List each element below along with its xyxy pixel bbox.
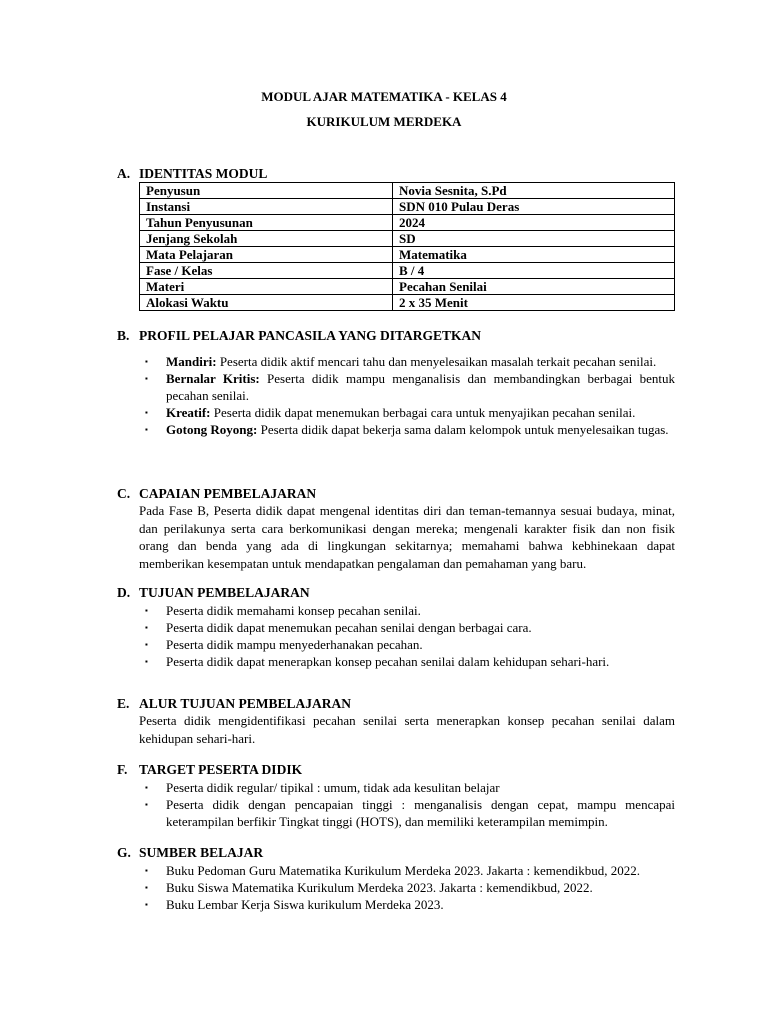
section-b-heading: [117, 328, 481, 344]
section-letter: A.: [117, 166, 131, 181]
document-subtitle: KURIKULUM MERDEKA: [306, 114, 462, 129]
list-item: [145, 370, 675, 404]
bullet-icon: ▪: [145, 640, 148, 649]
bullet-icon: ▪: [145, 783, 148, 792]
identity-table: [139, 182, 675, 311]
item-text: Peserta didik dapat bekerja sama dalam kelompok untuk menyelesaikan tugas.: [257, 422, 669, 437]
section-title: ALUR TUJUAN PEMBELAJARAN: [139, 696, 352, 711]
table-key: Jenjang Sekolah: [140, 231, 393, 247]
item-text: Peserta didik aktif mencari tahu dan menyelesaikan masalah terkait pecahan senilai.: [216, 354, 657, 369]
list-item: [145, 421, 675, 438]
bullet-icon: ▪: [145, 425, 148, 434]
table-value: B / 4: [393, 263, 675, 279]
list-item: [145, 862, 675, 879]
bullet-icon: ▪: [145, 866, 148, 875]
table-value: Novia Sesnita, S.Pd: [393, 183, 675, 199]
list-item: [145, 353, 675, 370]
section-f-heading: [117, 762, 302, 778]
table-key: Penyusun: [140, 183, 393, 199]
list-item: [145, 636, 675, 653]
table-row: [140, 183, 675, 199]
bullet-icon: ▪: [145, 374, 148, 383]
section-title: IDENTITAS MODUL: [139, 166, 268, 181]
section-g-heading: [117, 845, 263, 861]
source-list: [145, 862, 675, 913]
section-e-heading: [117, 696, 351, 712]
item-label: Bernalar Kritis:: [166, 371, 260, 386]
item-text: Peserta didik mampu menyederhanakan pecahan.: [166, 637, 423, 652]
item-text: Buku Pedoman Guru Matematika Kurikulum Merdeka 2023. Jakarta : kemendikbud, 2022.: [166, 863, 641, 878]
item-text: Buku Siswa Matematika Kurikulum Merdeka 2023. Jakarta : kemendikbud, 2022.: [166, 880, 593, 895]
list-item: [145, 879, 675, 896]
table-row: [140, 263, 675, 279]
list-item: [145, 896, 675, 913]
bullet-icon: ▪: [145, 606, 148, 615]
section-letter: B.: [117, 328, 130, 343]
item-text: Buku Lembar Kerja Siswa kurikulum Merdeka 2023.: [166, 897, 444, 912]
bullet-icon: ▪: [145, 900, 148, 909]
section-letter: E.: [117, 696, 130, 711]
bullet-icon: ▪: [145, 357, 148, 366]
bullet-icon: ▪: [145, 408, 148, 417]
list-item: [145, 653, 675, 670]
list-item: [145, 796, 675, 830]
list-item: [145, 779, 675, 796]
item-text: Peserta didik memahami konsep pecahan senilai.: [166, 603, 421, 618]
item-text: Peserta didik regular/ tipikal : umum, tidak ada kesulitan belajar: [166, 780, 500, 795]
table-value: 2 x 35 Menit: [393, 295, 675, 311]
item-text: Peserta didik dapat menemukan pecahan senilai dengan berbagai cara.: [166, 620, 532, 635]
section-letter: C.: [117, 486, 131, 501]
table-value: Matematika: [393, 247, 675, 263]
item-text: Peserta didik dengan pencapaian tinggi : menganalisis dengan cepat, mampu mencapai keterampilan berfikir Tingkat tinggi (HOTS), dan memiliki keterampilan memimpin.: [166, 797, 675, 829]
list-item: [145, 404, 675, 421]
section-a-heading: [117, 166, 267, 182]
section-d-heading: [117, 585, 310, 601]
table-value: SDN 010 Pulau Deras: [393, 199, 675, 215]
table-row: [140, 199, 675, 215]
section-title: CAPAIAN PEMBELAJARAN: [139, 486, 317, 501]
section-title: TUJUAN PEMBELAJARAN: [139, 585, 310, 600]
table-value: 2024: [393, 215, 675, 231]
item-label: Kreatif:: [166, 405, 211, 420]
section-letter: F.: [117, 762, 128, 777]
table-key: Alokasi Waktu: [140, 295, 393, 311]
section-title: PROFIL PELAJAR PANCASILA YANG DITARGETKAN: [139, 328, 482, 343]
bullet-icon: ▪: [145, 623, 148, 632]
table-row: [140, 247, 675, 263]
table-row: [140, 215, 675, 231]
profile-list: [145, 353, 675, 438]
table-key: Materi: [140, 279, 393, 295]
list-item: [145, 602, 675, 619]
item-text: Peserta didik dapat menemukan berbagai cara untuk menyajikan pecahan senilai.: [210, 405, 636, 420]
section-letter: D.: [117, 585, 131, 600]
objective-list: [145, 602, 675, 670]
section-letter: G.: [117, 845, 131, 860]
item-label: Gotong Royong:: [166, 422, 258, 437]
item-text: Peserta didik mampu menganalisis dan membandingkan berbagai bentuk pecahan senilai.: [166, 371, 675, 403]
table-row: [140, 279, 675, 295]
table-row: [140, 295, 675, 311]
section-c-heading: [117, 486, 316, 502]
target-list: [145, 779, 675, 830]
item-label: Mandiri:: [166, 354, 217, 369]
document-title: MODUL AJAR MATEMATIKA - KELAS 4: [261, 89, 507, 104]
table-value: SD: [393, 231, 675, 247]
bullet-icon: ▪: [145, 800, 148, 809]
alur-paragraph: Peserta didik mengidentifikasi pecahan senilai serta menerapkan konsep pecahan senilai dalam kehidupan sehari-hari.: [139, 713, 675, 746]
table-row: [140, 231, 675, 247]
capaian-paragraph: Pada Fase B, Peserta didik dapat mengenal identitas diri dan teman-temannya sesuai budaya, minat, dan perilakunya serta cara berkomunikasi dengan mereka; mengenali karakter fisik dan non fisik orang dan benda yang ada di lingkungan sekitarnya; memahami bahwa kebhinekaan dapat memberikan kesempatan untuk mendapatkan pengalaman dan pemahaman yang baru.: [139, 503, 675, 571]
table-value: Pecahan Senilai: [393, 279, 675, 295]
section-title: SUMBER BELAJAR: [139, 845, 264, 860]
bullet-icon: ▪: [145, 883, 148, 892]
section-title: TARGET PESERTA DIDIK: [139, 762, 303, 777]
list-item: [145, 619, 675, 636]
item-text: Peserta didik dapat menerapkan konsep pecahan senilai dalam kehidupan sehari-hari.: [166, 654, 610, 669]
bullet-icon: ▪: [145, 657, 148, 666]
table-key: Fase / Kelas: [140, 263, 393, 279]
table-key: Instansi: [140, 199, 393, 215]
table-key: Mata Pelajaran: [140, 247, 393, 263]
table-key: Tahun Penyusunan: [140, 215, 393, 231]
